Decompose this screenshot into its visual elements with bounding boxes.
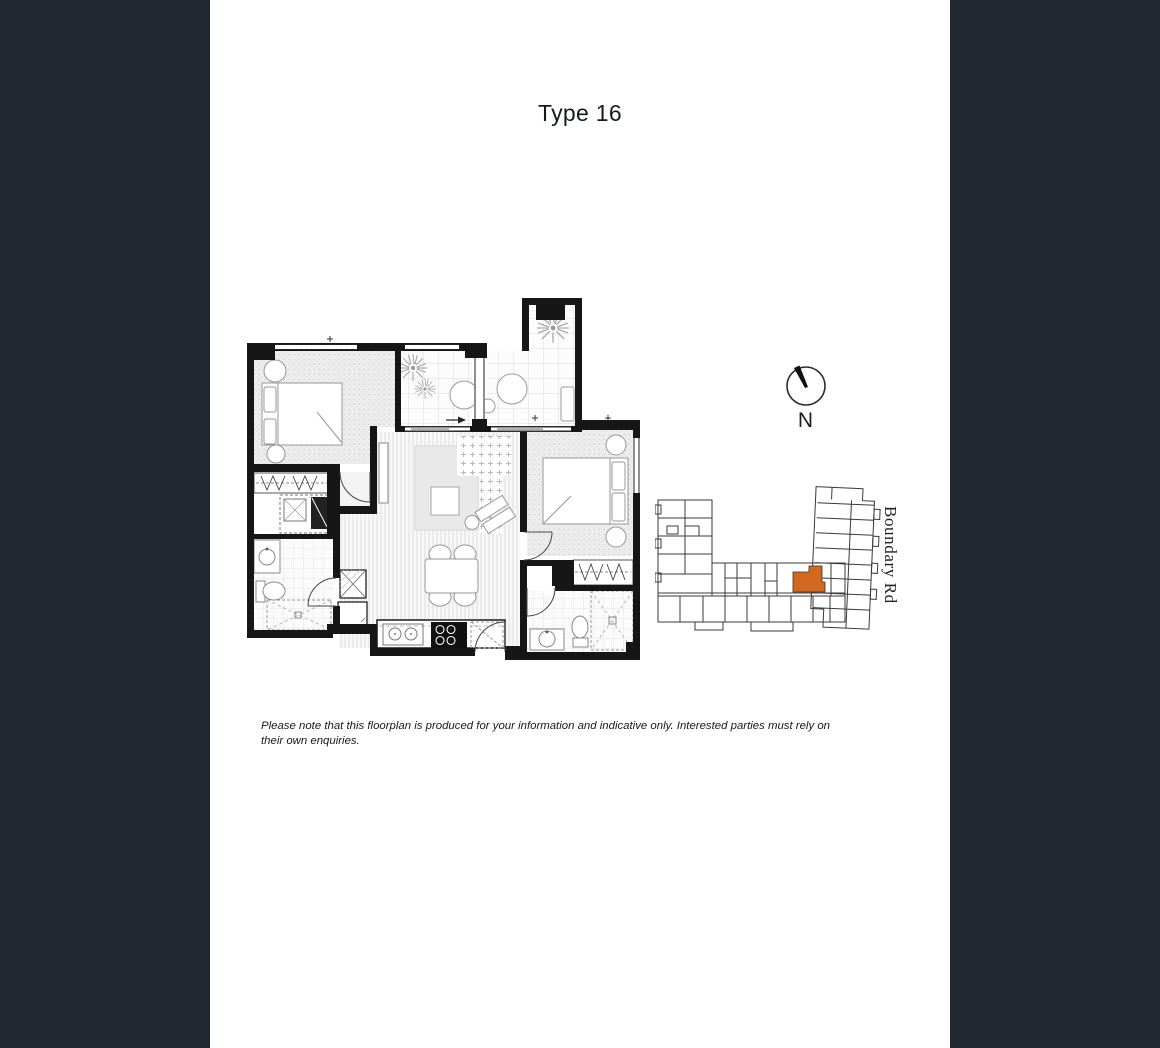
- highlighted-unit: [793, 566, 825, 592]
- road-label: Boundary Rd: [881, 506, 900, 604]
- outdoor-chair: [450, 381, 478, 409]
- study-rug: [457, 436, 512, 476]
- bedside-table: [606, 435, 626, 455]
- toilet: [263, 582, 285, 600]
- building-left-wing: [655, 500, 712, 596]
- laundry-cupboard: [280, 495, 332, 533]
- basin: [539, 631, 555, 647]
- coffee-table: [431, 487, 459, 515]
- north-label: N: [797, 409, 815, 432]
- wardrobe-1: [254, 473, 332, 493]
- bedside-table: [264, 360, 286, 382]
- apartment-floorplan: [243, 288, 643, 670]
- site-key-plan: [655, 478, 890, 640]
- outdoor-chair: [497, 374, 527, 404]
- bedside-table: [606, 527, 626, 547]
- toilet: [572, 616, 588, 638]
- joinery: [379, 443, 388, 503]
- bench: [561, 387, 574, 421]
- service-shafts: [338, 570, 367, 626]
- toilet-cistern: [573, 638, 588, 647]
- dining-table: [425, 559, 478, 593]
- wardrobe-2: [573, 560, 633, 585]
- page-title: Type 16: [538, 100, 622, 126]
- building-lower-units: [658, 596, 845, 631]
- basin: [259, 549, 275, 565]
- compass-icon: [780, 356, 832, 412]
- compass-needle: [794, 366, 808, 389]
- disclaimer-text: Please note that this floorplan is produced for your information and indicative only. Interested parties must rely on their own enquiries.: [261, 720, 830, 748]
- bedside-table: [267, 445, 285, 463]
- kitchen: [377, 620, 505, 648]
